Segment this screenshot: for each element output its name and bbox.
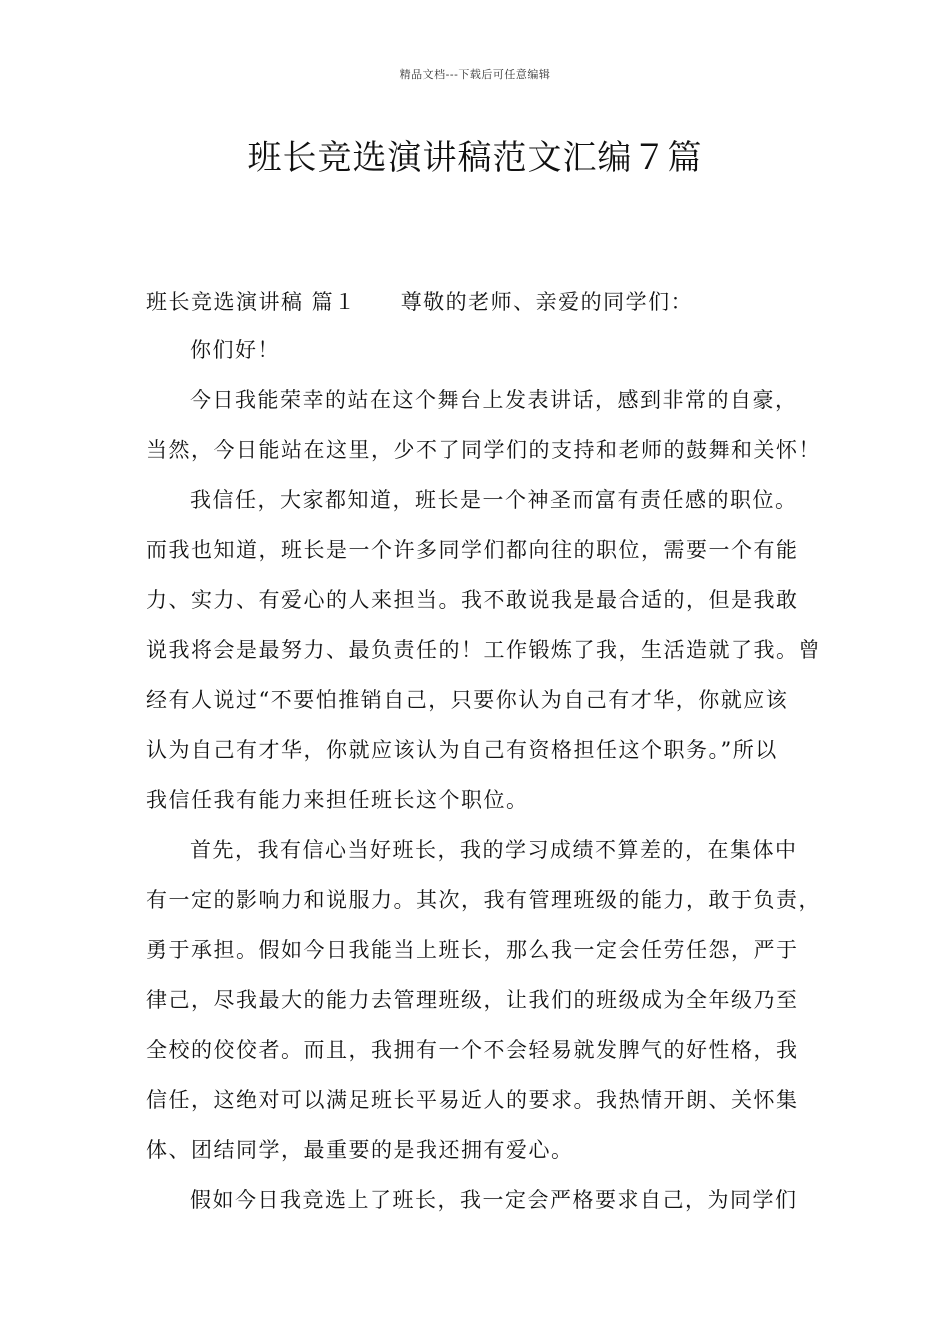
salutation: 尊敬的老师、亲爱的同学们： (400, 290, 694, 314)
paragraph-line: 经有人说过“不要怕推销自己，只要你认为自己有才华，你就应该 (146, 688, 789, 712)
paragraph-line: 全校的佼佼者。而且，我拥有一个不会轻易就发脾气的好性格，我 (146, 1038, 799, 1062)
paragraph-line: 律己，尽我最大的能力去管理班级，让我们的班级成为全年级乃至 (146, 988, 799, 1012)
paragraph-line: 勇于承担。假如今日我能当上班长，那么我一定会任劳任怨，严于 (146, 938, 799, 962)
paragraph-line: 假如今日我竞选上了班长，我一定会严格要求自己，为同学们 (190, 1188, 798, 1212)
paragraph-line: 有一定的影响力和说服力。其次，我有管理班级的能力，敢于负责， (146, 888, 821, 912)
paragraph-line: 信任，这绝对可以满足班长平易近人的要求。我热情开朗、关怀集 (146, 1088, 799, 1112)
section-heading-line (146, 280, 824, 328)
paragraph-line: 今日我能荣幸的站在这个舞台上发表讲话，感到非常的自豪， (190, 388, 798, 412)
paragraph-line: 而我也知道，班长是一个许多同学们都向往的职位，需要一个有能 (146, 538, 799, 562)
paragraph-line: 认为自己有才华，你就应该认为自己有资格担任这个职务。”所以 (146, 738, 778, 762)
paragraph-line: 首先，我有信心当好班长，我的学习成绩不算差的，在集体中 (190, 838, 798, 862)
header-note: 精品文档---下载后可任意编辑 (399, 68, 551, 81)
paragraph-line: 我信任，大家都知道，班长是一个神圣而富有责任感的职位。 (190, 488, 798, 512)
paragraph-line: 当然，今日能站在这里，少不了同学们的支持和老师的鼓舞和关怀！ (146, 438, 821, 462)
document-body (146, 280, 824, 1228)
paragraph-line: 你们好！ (190, 338, 280, 362)
paragraph-line: 力、实力、有爱心的人来担当。我不敢说我是最合适的，但是我敢 (146, 588, 799, 612)
page-title: 班长竞选演讲稿范文汇编７篇 (247, 138, 703, 178)
section-label: 班长竞选演讲稿 篇１ (146, 290, 357, 314)
paragraph-line: 我信任我有能力来担任班长这个职位。 (146, 788, 529, 812)
paragraph-line: 体、团结同学，最重要的是我还拥有爱心。 (146, 1138, 574, 1162)
paragraph-line: 说我将会是最努力、最负责任的！工作锻炼了我，生活造就了我。曾 (146, 638, 821, 662)
